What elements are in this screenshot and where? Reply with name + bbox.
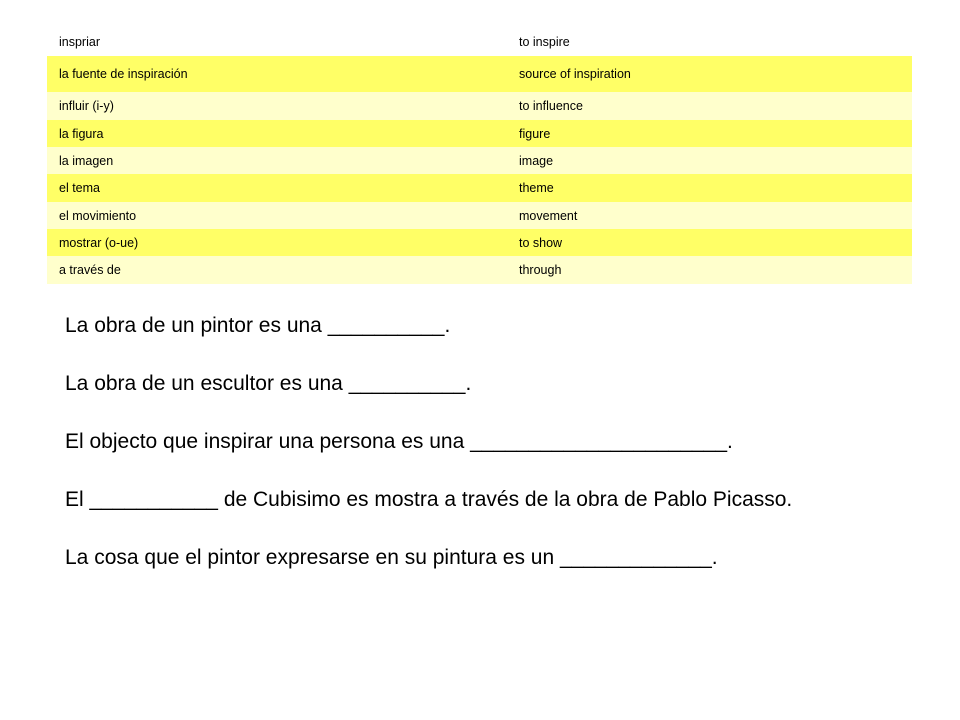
table-row [47, 256, 912, 284]
english-translation: to influence [507, 92, 912, 120]
english-translation: through [507, 256, 912, 284]
english-translation: to inspire [507, 28, 912, 56]
english-translation: source of inspiration [507, 56, 912, 92]
table-row [47, 229, 912, 256]
exercise-sentence-3: El objecto que inspirar una persona es una ______________________. [65, 430, 733, 453]
english-translation: to show [507, 229, 912, 256]
english-translation: theme [507, 174, 912, 202]
fill-in-exercises [65, 314, 945, 604]
table-row [47, 174, 912, 202]
english-translation: movement [507, 202, 912, 229]
spanish-term: inspriar [47, 28, 507, 56]
spanish-term: la figura [47, 120, 507, 147]
spanish-term: la fuente de inspiración [47, 56, 507, 92]
table-row [47, 147, 912, 174]
table-row [47, 28, 912, 56]
exercise-sentence-5: La cosa que el pintor expresarse en su pintura es un _____________. [65, 546, 718, 569]
table-row [47, 120, 912, 147]
spanish-term: mostrar (o-ue) [47, 229, 507, 256]
vocabulary-table [47, 28, 912, 284]
english-translation: image [507, 147, 912, 174]
exercise-sentence-1: La obra de un pintor es una __________. [65, 314, 451, 337]
spanish-term: el movimiento [47, 202, 507, 229]
table-row [47, 56, 912, 92]
exercise-sentence-4: El ___________ de Cubisimo es mostra a través de la obra de Pablo Picasso. [65, 488, 793, 511]
spanish-term: influir (i-y) [47, 92, 507, 120]
table-row [47, 92, 912, 120]
spanish-term: el tema [47, 174, 507, 202]
exercise-sentence-2: La obra de un escultor es una __________. [65, 372, 472, 395]
spanish-term: a través de [47, 256, 507, 284]
english-translation: figure [507, 120, 912, 147]
spanish-term: la imagen [47, 147, 507, 174]
table-row [47, 202, 912, 229]
